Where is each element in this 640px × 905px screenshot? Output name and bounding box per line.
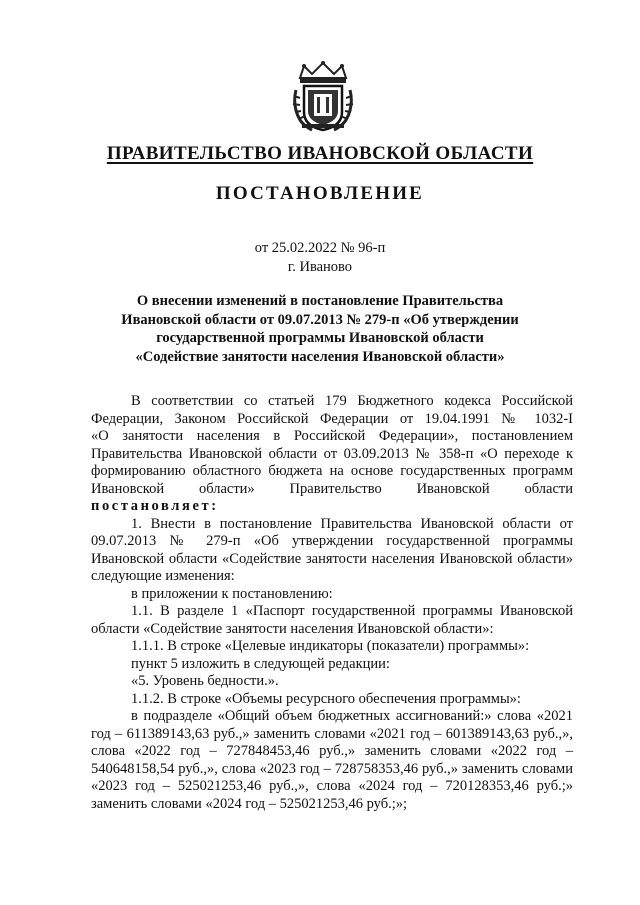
subsection-text: в подразделе «Общий объем бюджетных ассигнований:» слова «2021 год – 611389143,63 руб.,» заменить словами «2021 год – 601389143,63 руб.,», слова «2022 год – 727848453,46 руб.,» заменить словами «2022 год – 540648158,54 руб.,», слова «2023 год – 728758353,46 руб.,» заменить словами «2023 год – 525021253,46 руб.,», слова «2024 год – 720128353,46 руб.;» заменить словами «2024 год – 525021253,46 руб.;»;	[91, 708, 573, 812]
ivanovo-coat-of-arms-icon	[290, 60, 356, 132]
point-5: пункт 5 изложить в следующей редакции:	[131, 655, 390, 672]
intro-line: Федерации, Законом Российской Федерации от 19.04.1991 № 1032-I	[91, 410, 573, 427]
city: г. Иваново	[287, 259, 353, 275]
item-1-1-1: 1.1.1. В строке «Целевые индикаторы (показатели) программы»:	[131, 638, 530, 654]
government-title: ПРАВИТЕЛЬСТВО ИВАНОВСКОЙ ОБЛАСТИ	[106, 143, 534, 164]
intro-line: Правительства Ивановской области от 03.09.2013 № 358-п «О переходе к	[91, 445, 573, 462]
intro-line: Ивановской области» Правительство Ивановской области	[91, 480, 573, 497]
intro-line: В соответствии со статьей 179 Бюджетного кодекса Российской	[131, 393, 573, 409]
decree-word: постановляет:	[91, 498, 219, 514]
item-1-1: 1.1. В разделе 1 «Паспорт государственной программы Ивановской области «Содействие занятости населения Ивановской области»:	[91, 603, 573, 637]
date-number: от 25.02.2022 № 96-п	[254, 240, 386, 256]
document-body	[91, 393, 573, 813]
item-1-1-2: 1.1.2. В строке «Объемы ресурсного обеспечения программы»:	[131, 690, 521, 707]
document-type: ПОСТАНОВЛЕНИЕ	[215, 183, 425, 204]
intro-line: формированию областного бюджета на основе государственных программ	[91, 463, 573, 479]
item-1: 1. Внести в постановление Правительства Ивановской области от 09.07.2013 № 279-п «Об утверждении государственной программы Ивановской области «Содействие занятости населения Ивановской области» следующие изменения:	[91, 515, 573, 584]
in-appendix: в приложении к постановлению:	[131, 585, 333, 602]
point-5-text: «5. Уровень бедности.».	[131, 673, 279, 689]
document-subject: О внесении изменений в постановление Правительства Ивановской области от 09.07.2013 № 279-п «Об утверждении государственной программы Ивановской области «Содействие занятости населения Ивановской области»	[121, 293, 519, 365]
intro-line: «О занятости населения в Российской Федерации», постановлением	[91, 428, 573, 444]
